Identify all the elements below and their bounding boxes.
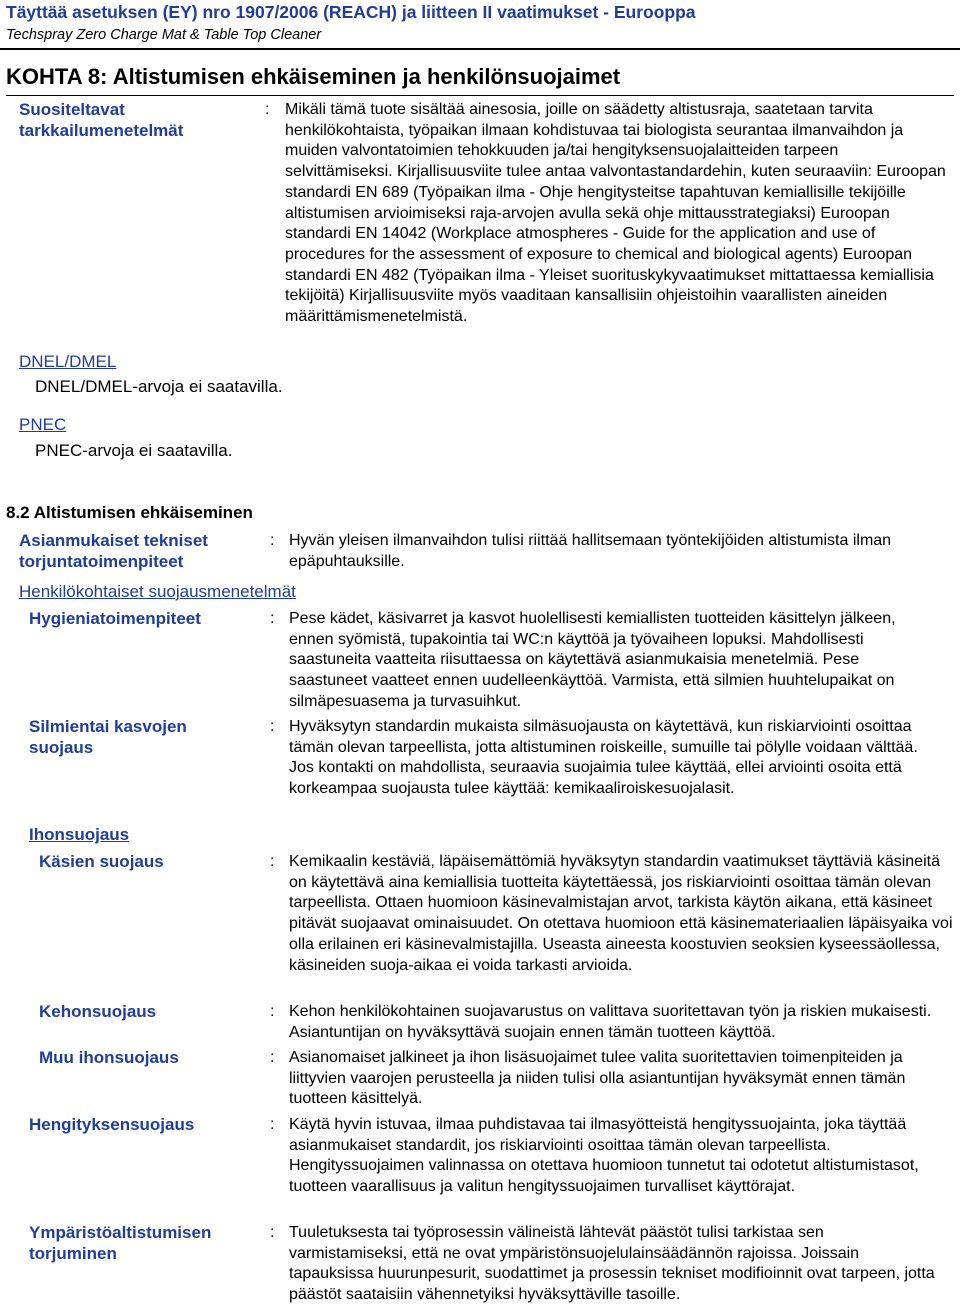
body-protection-label: Kehonsuojaus [39,1002,157,1021]
pnec-heading: PNEC [19,415,67,434]
respiratory-colon: : [270,1116,275,1133]
other-skin-text: Asianomaiset jalkineet ja ihon lisäsuojaimet tulee valita suoritettavien toimenpiteiden ja liittyvien vaarojen perusteella ja niiden tulisi olla asiantuntijan hyväksymät ennen tämän tuotteen käsittelyä. [289,1049,906,1108]
body-colon: : [270,1003,275,1020]
dnel-text: DNEL/DMEL-arvoja ei saatavilla. [35,377,283,396]
engineering-text: Hyvän yleisen ilmanvaihdon tulisi riittää hallitsemaan työntekijöiden altistumista ilman epäpuhtauksille. [289,532,892,570]
hygiene-colon: : [270,610,275,627]
section-title: KOHTA 8: Altistumisen ehkäiseminen ja henkilönsuojaimet [6,64,621,89]
hygiene-text: Pese kädet, käsivarret ja kasvot huolellisesti kemiallisten tuotteiden käsittelyn jälkeen, ennen syömistä, tupakointia tai WC:n käyttöä ja työvaiheen lopuksi. Mahdollisesti saastuneita vaatteita riisuttaessa on käytettävä asianmukaisia menetelmiä. Pese saastuneet vaatteet ennen uudelleenkäyttöä. Varmista, että silmien huuhtelupaikat on silmäpesuasema ja turvasuihkut. [289,610,896,710]
hands-colon: : [270,853,275,870]
other-skin-label: Muu ihonsuojaus [39,1048,179,1067]
monitoring-colon: : [265,101,270,118]
other-skin-colon: : [270,1049,275,1066]
respiratory-label: Hengityksensuojaus [29,1115,195,1134]
engineering-colon: : [270,532,275,549]
respiratory-text: Käytä hyvin istuvaa, ilmaa puhdistavaa tai ilmasyötteistä hengityssuojainta, joka täyttää asianmukaiset standardit, jos riskiarviointi osoittaa tämän olevan tarpeellista. Hengityssuojaimen valinnassa on otettava huomioon tunnetut tai odotetut altistumistasot, tuotteen vaarallisuus ja valitun hengityssuojaimen turvalliset käyttörajat. [289,1116,919,1196]
skin-protection-heading: Ihonsuojaus [29,825,130,844]
engineering-label: Asianmukaiset tekniset torjuntatoimenpiteet [19,531,208,571]
eye-colon: : [270,718,275,735]
monitoring-text: Mikäli tämä tuote sisältää ainesosia, joille on säädetty altistusraja, saatetaan tarvita henkilökohtaista, työpaikan ilmaan kohdistuvaa tai biologista seurantaa ilmanvaihdon ja muiden valvontatoimien tehokkuuden ja/tai hengityksensuojalaitteiden tarpeen selvittämiseksi. Kirjallisuusviite tulee antaa valvontastandardehin, kuten seuraaviin: Euroopan standardi EN 689 (Työpaikan ilma - Ohje hengitysteitse tapahtuvan kemiallisille tekijöille altistumisen arvioimiseksi raja-arvojen avulla sekä ohje mittausstrategiaksi) Euroopan standardi EN 14042 (Workplace atmospheres - Guide for the application and use of procedures for the assessment of exposure to chemical and biological agents) Euroopan standardi EN 482 (Työpaikan ilma - Yleiset suorituskykyvaatimukset mittattaessa kemiallisia tekijöitä) Kirjallisuusviite myös vaaditaan kansallisiin ohjeistoihin vaarallisten aineiden määrittämismenetelmistä. [285,101,946,326]
dnel-heading: DNEL/DMEL [19,352,117,371]
subsection-title: 8.2 Altistumisen ehkäiseminen [6,503,253,522]
environmental-text: Tuuletuksesta tai työprosessin välineistä lähtevät päästöt tulisi tarkistaa sen varmistamiseksi, että ne ovat ympäristönsuojelulainsäädännön rajoissa. Joissain tapauksissa huurunpesurit, suodattimet ja prosessin tekniset modifioinnit ovat tarpeen, jotta päästöt saataisiin vähennetyiksi hyväksyttäville tasoille. [289,1224,935,1304]
ppe-heading: Henkilökohtaiset suojausmenetelmät [19,582,296,601]
product-name: Techspray Zero Charge Mat & Table Top Cleaner [6,27,322,43]
pnec-text: PNEC-arvoja ei saatavilla. [35,441,233,460]
body-protection-text: Kehon henkilökohtainen suojavarustus on valittava suoritettavan työn ja riskien mukaisesti. Asiantuntijan on hyväksyttävä suojain ennen tämän tuotteen käyttöä. [289,1003,932,1041]
monitoring-label: Suositeltavat tarkkailumenetelmät [19,100,184,140]
section-divider [6,95,954,96]
hand-protection-label: Käsien suojaus [39,852,164,871]
environmental-label: Ympäristöaltistumisen torjuminen [29,1223,212,1263]
header-divider [0,48,960,50]
hand-protection-text: Kemikaalin kestäviä, läpäisemättömiä hyväksytyn standardin vaatimukset täyttäviä käsineitä on käytettävä aina kemiallisia tuotteita käytettäessä, jos riskiarviointi osoittaa tämän olevan tarpeellista. Ottaen huomioon käsinevalmistajan arvot, tarkista käytön aikana, että käsineet pitävät suojaavat ominaisuudet. On otettava huomioon että käsinemateriaalien läpäisyaika voi olla erilainen eri käsinevalmistajilla. Useasta aineesta koostuvien seoksien kyseessäollessa, käsineiden suoja-aikaa ei voida tarkasti arvioida. [289,853,953,974]
eye-protection-text: Hyväksytyn standardin mukaista silmäsuojausta on käytettävä, kun riskiarviointi osoittaa tämän olevan tarpeellista, jotta altistuminen roiskeille, sumuille tai pölylle voidaan välttää. Jos kontakti on mahdollista, seuraavia suojaimia tulee käyttää, ellei arviointi osoita että korkeampaa suojausta tulee käyttää: kemikaaliroiskesuojalasit. [289,718,918,798]
environmental-colon: : [270,1224,275,1241]
eye-protection-label: Silmientai kasvojen suojaus [29,717,187,757]
hygiene-label: Hygieniatoimenpiteet [29,609,201,628]
regulation-header: Täyttää asetuksen (EY) nro 1907/2006 (REACH) ja liitteen II vaatimukset - Eurooppa [6,2,696,22]
